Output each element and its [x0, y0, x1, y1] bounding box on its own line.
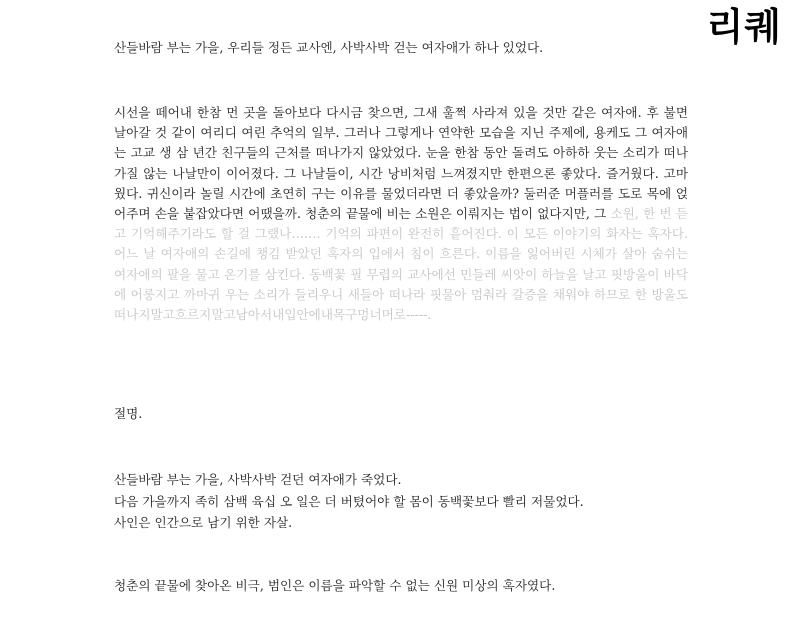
aftermath-line: 다음 가을까지 족히 삼백 육십 오 일은 더 버텼어야 할 몸이 동백꽃보다 빨리 저물었다.: [114, 493, 584, 509]
paragraph-aftermath: [114, 469, 688, 534]
paragraph-memory-faded-text: 소원, 한 번 듣고 기억해주기라도 할 걸 그랬나……. 기억의 파편이 완전히 흩어진다. 이 모든 이야기의 화자는 혹자다. 어느 날 여자애의 손길에 챙김 받았던 혹자의 입에서 침이 흐른다. 이름을 잃어버린 시체가 살아 숨쉬는 여자애의 팔을 물고 온기를 삼킨다. 동백꽃 필 무렵의 교사에선 민들레 씨앗이 하늘을 날고 핏방울이 바닥에 어룽지고 까마귀 우는 소리가 들리우니 새들아 떠나라 핏물아 멈춰라 갈증을 채워야 하므로 한 방울도떠나지말고흐르지말고남아서내입안에내목구멍너머로-----.: [114, 206, 689, 323]
aftermath-line: 사인은 인간으로 남기 위한 자살.: [114, 515, 293, 530]
aftermath-line: 산들바람 부는 가을, 사박사박 걷던 여자애가 죽었다.: [114, 472, 402, 487]
paragraph-death: 절명.: [114, 406, 143, 421]
paragraph-intro: 산들바람 부는 가을, 우리들 정든 교사엔, 사박사박 걷는 여자애가 하나 있었다.: [114, 40, 544, 55]
paragraph-conclusion: 청춘의 끝물에 찾아온 비극, 범인은 이름을 파악할 수 없는 신원 미상의 혹자였다.: [114, 578, 556, 593]
paragraph-memory-dark-text: 시선을 떼어내 한참 먼 곳을 돌아보다 다시금 찾으면, 그새 훌쩍 사라져 있을 것만 같은 여자애. 후 불면 날아갈 것 같이 여리디 여린 추억의 일부. 그러나 그렇게나 연약한 모습을 지닌 주제에, 용케도 그 여자애는 고교 생 삼 년간 친구들의 근처를 떠나가지 않았었다. 눈을 한참 동안 돌려도 아하하 웃는 소리가 떠나가질 않는 나날만이 이어졌다. 그 나날들이, 시간 낭비처럼 느껴졌지만 한편으론 좋았다. 즐거웠다. 고마웠다. 귀신이라 놀릴 시간에 초연히 구는 이유를 물었더라면 더 좋았을까? 둘러준 머플러를 도로 목에 얹어주며 손을 붙잡았다면 어땠을까. 청춘의 끝물에 비는 소원은 이뤄지는 법이 없다지만, 그: [114, 105, 688, 222]
paragraph-memory: [114, 103, 688, 325]
logo: 리퀘: [706, 5, 782, 49]
